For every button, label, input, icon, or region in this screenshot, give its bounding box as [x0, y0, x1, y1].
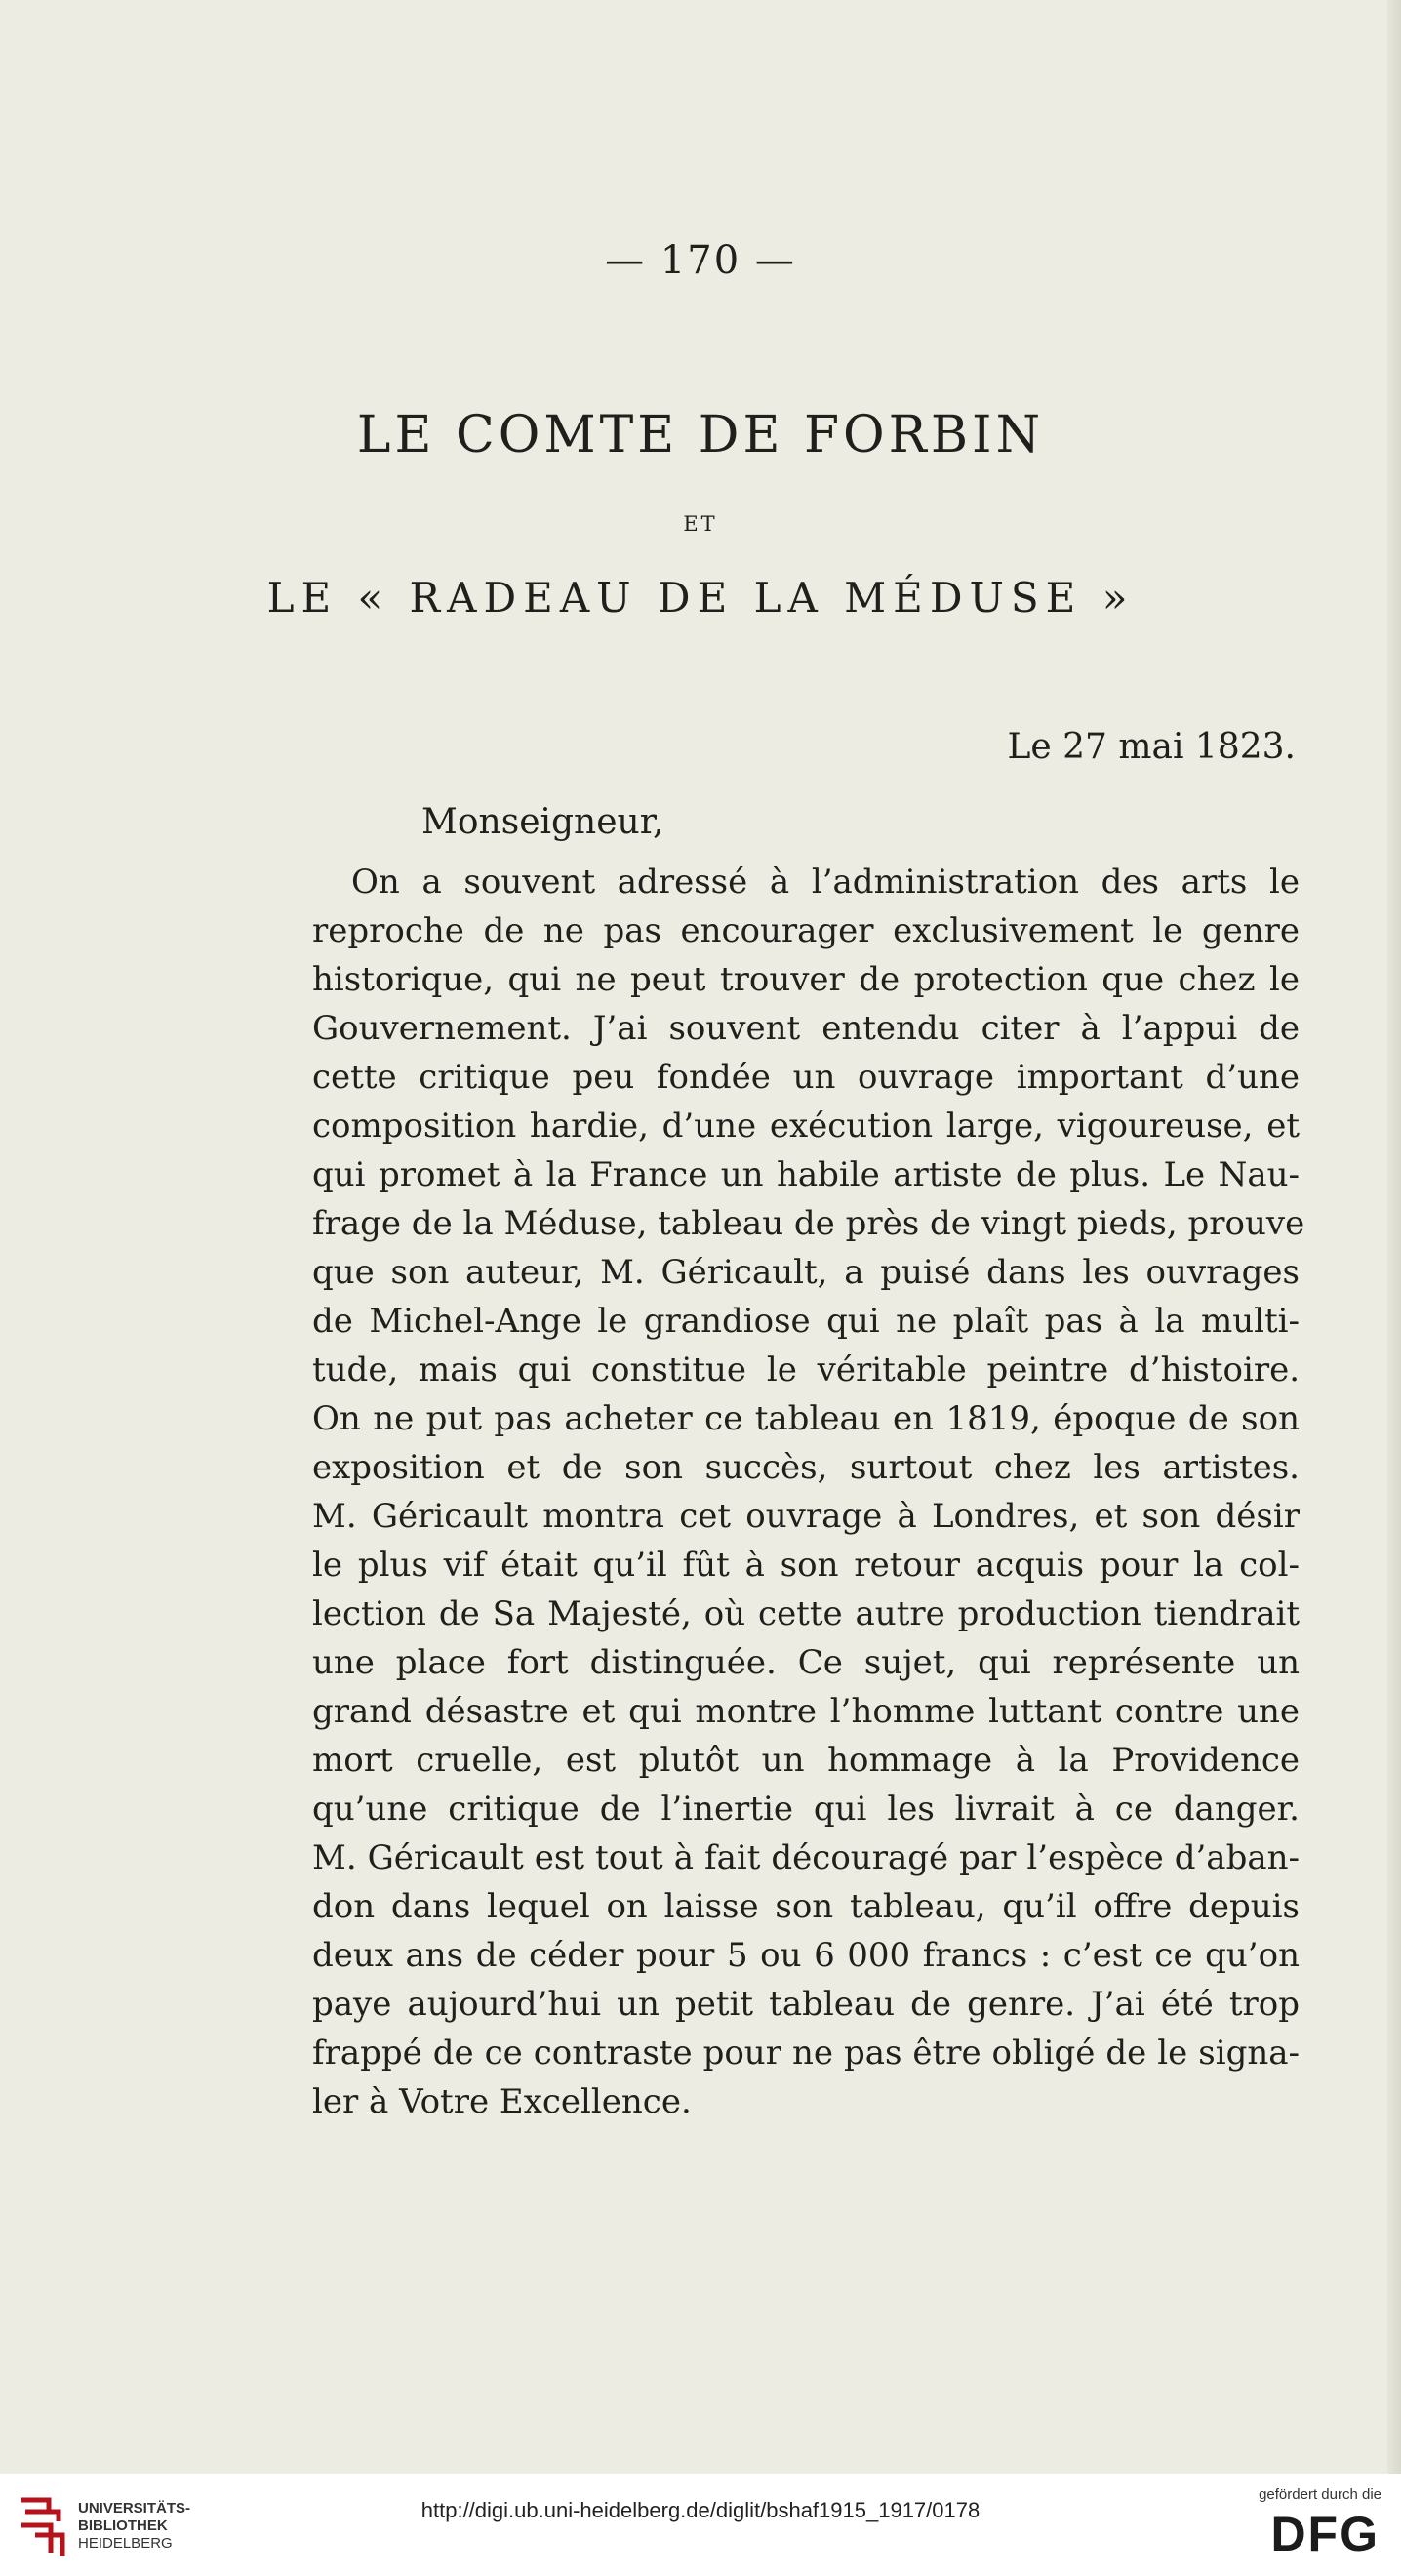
article-subtitle: LE « RADEAU DE LA MÉDUSE » — [266, 574, 1135, 622]
article-title: LE COMTE DE FORBIN — [356, 406, 1045, 464]
text-line: grand désastre et qui montre l’homme luttant contre une — [312, 1692, 1300, 1731]
text-line: que son auteur, M. Géricault, a puisé dans les ouvrages — [312, 1253, 1300, 1292]
text-line: historique, qui ne peut trouver de protection que chez le — [312, 960, 1300, 999]
text-line: On ne put pas acheter ce tableau en 1819, époque de son — [312, 1399, 1300, 1438]
library-name-line: HEIDELBERG — [78, 2535, 173, 2552]
text-line: don dans lequel on laisse son tableau, qu’il offre depuis — [312, 1887, 1300, 1926]
text-line: Gouvernement. J’ai souvent entendu citer à l’appui de — [312, 1009, 1300, 1048]
digitization-footer — [0, 2474, 1401, 2576]
text-line: mort cruelle, est plutôt un hommage à la Providence — [312, 1741, 1300, 1780]
permalink-url[interactable]: http://digi.ub.uni-heidelberg.de/diglit/bshaf1915_1917/0178 — [420, 2498, 981, 2522]
library-name-line: BIBLIOTHEK — [78, 2517, 168, 2534]
text-line: le plus vif était qu’il fût à son retour acquis pour la col- — [312, 1546, 1300, 1585]
funding-label: gefördert durch die — [1259, 2486, 1381, 2503]
text-line: de Michel-Ange le grandiose qui ne plaît pas à la multi- — [312, 1302, 1300, 1341]
text-line: M. Géricault montra cet ouvrage à Londres, et son désir — [312, 1497, 1300, 1536]
text-line: paye aujourd’hui un petit tableau de genre. J’ai été trop — [312, 1985, 1300, 2024]
text-line: deux ans de céder pour 5 ou 6 000 francs : c’est ce qu’on — [312, 1936, 1300, 1975]
text-line: reproche de ne pas encourager exclusivement le genre — [312, 911, 1300, 950]
text-line: ler à Votre Excellence. — [312, 2082, 692, 2121]
page-number: — 170 — — [605, 238, 796, 283]
text-line: On a souvent adressé à l’administration des arts le — [351, 863, 1300, 902]
text-line: une place fort distinguée. Ce sujet, qui représente un — [312, 1643, 1300, 1682]
text-line: M. Géricault est tout à fait découragé par l’espèce d’aban- — [312, 1838, 1300, 1877]
text-line: frappé de ce contraste pour ne pas être obligé de le signa- — [312, 2033, 1300, 2073]
text-line: qu’une critique de l’inertie qui les livrait à ce danger. — [312, 1790, 1300, 1829]
dfg-logo: DFG — [1270, 2507, 1380, 2561]
text-line: cette critique peu fondée un ouvrage important d’une — [312, 1058, 1300, 1097]
letter-date: Le 27 mai 1823. — [1007, 727, 1296, 767]
text-line: qui promet à la France un habile artiste de plus. Le Nau- — [312, 1155, 1300, 1194]
letter-body — [312, 858, 1305, 2126]
letter-salutation: Monseigneur, — [421, 802, 664, 842]
page-edge — [1387, 0, 1401, 2474]
text-line: lection de Sa Majesté, où cette autre production tiendrait — [312, 1594, 1300, 1633]
text-line: tude, mais qui constitue le véritable peintre d’histoire. — [312, 1350, 1300, 1389]
article-title-conjunction: ET — [683, 512, 718, 536]
text-line: exposition et de son succès, surtout chez les artistes. — [312, 1448, 1300, 1487]
text-line: composition hardie, d’une exécution large, vigoureuse, et — [312, 1107, 1300, 1146]
text-line: frage de la Méduse, tableau de près de vingt pieds, prouve — [312, 1204, 1305, 1243]
library-name-line: UNIVERSITÄTS- — [78, 2500, 191, 2516]
